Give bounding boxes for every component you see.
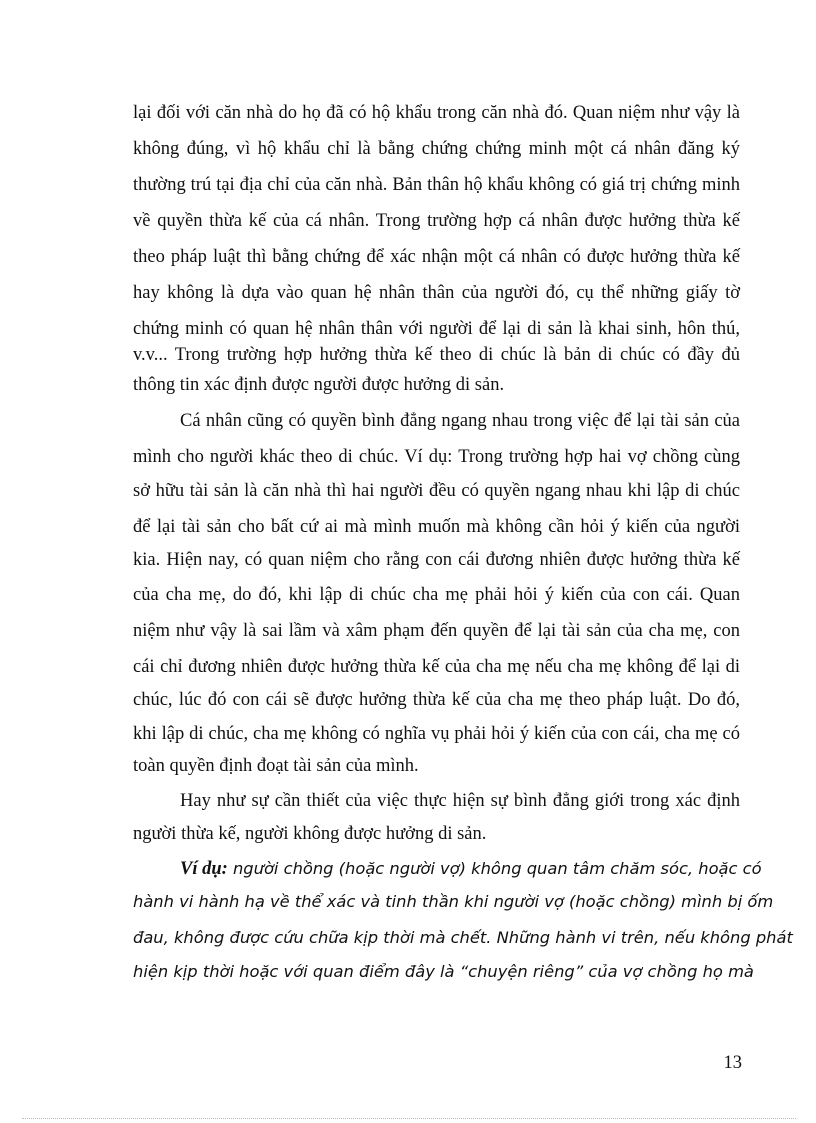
- text-line: không đúng, vì hộ khẩu chỉ là bằng chứng chứng minh một cá nhân đăng ký: [133, 139, 740, 159]
- text-line: khi lập di chúc, cha mẹ không có nghĩa vụ phải hỏi ý kiến của con cái, cha mẹ có: [133, 724, 740, 744]
- text-line: kia. Hiện nay, có quan niệm cho rằng con cái đương nhiên được hưởng thừa kế: [133, 550, 740, 570]
- text-line: sở hữu tài sản là căn nhà thì hai người đều có quyền ngang nhau khi lập di chúc: [133, 481, 740, 501]
- text-line: hành vi hành hạ về thể xác và tinh thần khi người vợ (hoặc chồng) mình bị ốm: [133, 892, 774, 911]
- text-line: Cá nhân cũng có quyền bình đẳng ngang nhau trong việc để lại tài sản của: [180, 411, 740, 431]
- text-line: thường trú tại địa chỉ của căn nhà. Bản thân hộ khẩu không có giá trị chứng minh: [133, 175, 740, 195]
- text-line: toàn quyền định đoạt tài sản của mình.: [133, 756, 419, 776]
- text-line: lại đối với căn nhà do họ đã có hộ khẩu trong căn nhà đó. Quan niệm như vậy là: [133, 103, 740, 123]
- text-line: mình cho người khác theo di chúc. Ví dụ: Trong trường hợp hai vợ chồng cùng: [133, 447, 740, 467]
- text-line: hay không là dựa vào quan hệ nhân thân của người đó, cụ thể những giấy tờ: [133, 283, 740, 303]
- text-line: để lại tài sản cho bất cứ ai mà mình muốn mà không cần hỏi ý kiến của người: [133, 517, 740, 537]
- example-text: người chồng (hoặc người vợ) không quan tâm chăm sóc, hoặc có: [227, 859, 762, 878]
- text-line: người thừa kế, người không được hưởng di sản.: [133, 824, 487, 844]
- page-number: 13: [723, 1053, 742, 1073]
- text-line: Hay như sự cần thiết của việc thực hiện sự bình đẳng giới trong xác định: [180, 791, 740, 811]
- text-line: về quyền thừa kế của cá nhân. Trong trường hợp cá nhân được hưởng thừa kế: [133, 211, 740, 231]
- example-lead: Ví dụ:: [180, 859, 228, 879]
- text-line: của cha mẹ, do đó, khi lập di chúc cha mẹ phải hỏi ý kiến của con cái. Quan: [133, 585, 740, 605]
- text-line: chứng minh có quan hệ nhân thân với người để lại di sản là khai sinh, hôn thú,: [133, 319, 740, 339]
- text-line: đau, không được cứu chữa kịp thời mà chết. Những hành vi trên, nếu không phát: [133, 928, 793, 947]
- text-line: [180, 857, 762, 881]
- text-line: v.v... Trong trường hợp hưởng thừa kế theo di chúc là bản di chúc có đầy đủ: [133, 345, 740, 365]
- text-line: cái chỉ đương nhiên được hưởng thừa kế của cha mẹ nếu cha mẹ không để lại di: [133, 657, 740, 677]
- text-line: niệm như vậy là sai lầm và xâm phạm đến quyền để lại tài sản của cha mẹ, con: [133, 621, 740, 641]
- text-line: hiện kịp thời hoặc với quan điểm đây là “chuyện riêng” của vợ chồng họ mà: [133, 962, 754, 981]
- text-line: chúc, lúc đó con cái sẽ được hưởng thừa kế của cha mẹ theo pháp luật. Do đó,: [133, 690, 740, 710]
- text-line: thông tin xác định được người được hưởng di sản.: [133, 375, 505, 395]
- page-bottom-divider: [22, 1118, 796, 1119]
- text-line: theo pháp luật thì bằng chứng để xác nhận một cá nhân có được hưởng thừa kế: [133, 247, 740, 267]
